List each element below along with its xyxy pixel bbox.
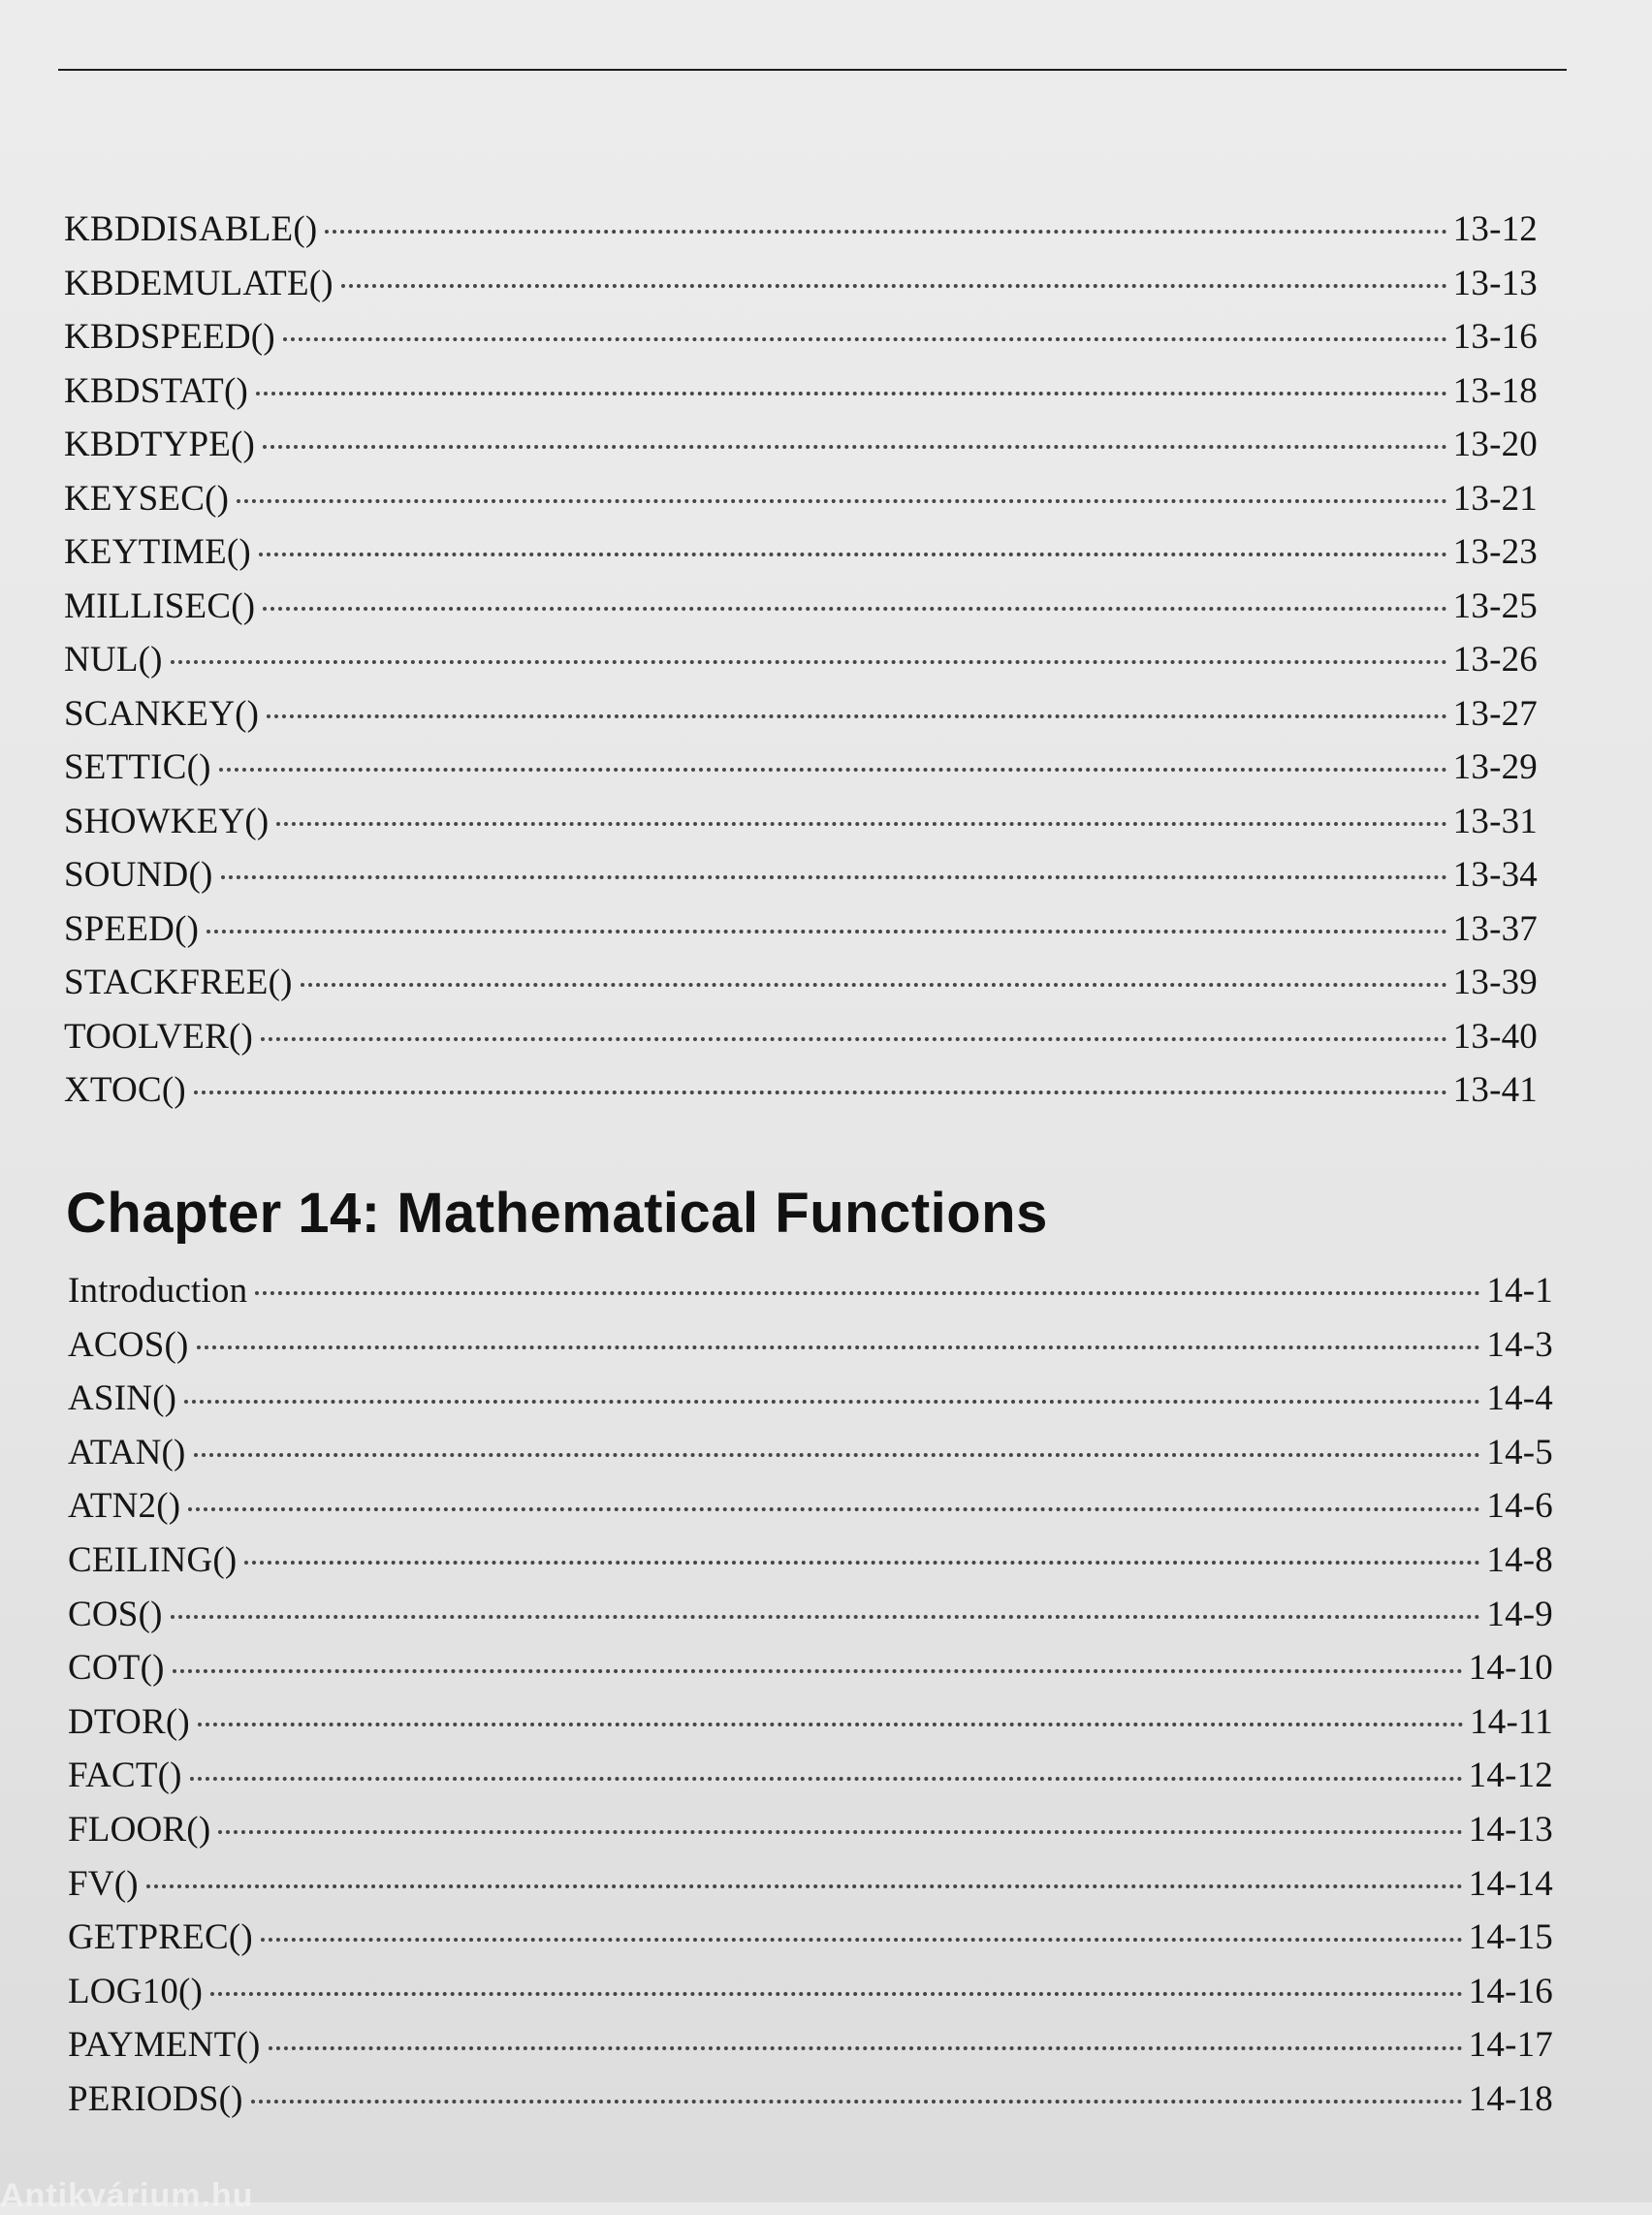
toc-list-chapter-13 xyxy=(64,205,1538,1120)
dot-leader xyxy=(276,797,1446,833)
dot-leader xyxy=(171,635,1447,671)
toc-entry-name: GETPREC() xyxy=(68,1917,253,1958)
toc-entry-page-number: 13-16 xyxy=(1452,317,1538,357)
toc-entry xyxy=(68,1913,1553,1967)
dot-leader xyxy=(255,1266,1480,1302)
toc-entry xyxy=(64,474,1538,528)
toc-entry-name: PAYMENT() xyxy=(68,2025,261,2066)
toc-entry-page-number: 14-15 xyxy=(1468,1917,1553,1958)
toc-entry-page-number: 14-5 xyxy=(1486,1432,1553,1472)
toc-entry-page-number: 14-17 xyxy=(1468,2025,1553,2066)
toc-entry xyxy=(64,635,1538,689)
toc-entry-name: KEYSEC() xyxy=(64,478,230,519)
toc-entry-name: MILLISEC() xyxy=(64,585,256,626)
toc-entry-page-number: 13-37 xyxy=(1452,908,1538,949)
toc-entry-name: FACT() xyxy=(68,1756,182,1796)
toc-entry xyxy=(68,1590,1553,1644)
toc-entry-page-number: 13-13 xyxy=(1452,263,1538,303)
dot-leader xyxy=(341,259,1447,295)
dot-leader xyxy=(194,1065,1447,1101)
chapter-14-heading: Chapter 14: Mathematical Functions xyxy=(66,1182,1048,1245)
toc-entry-page-number: 14-16 xyxy=(1468,1971,1553,2011)
toc-entry-name: COT() xyxy=(68,1648,165,1689)
dot-leader xyxy=(301,958,1447,994)
dot-leader xyxy=(197,1320,1481,1356)
toc-entry xyxy=(64,205,1538,259)
dot-leader xyxy=(206,904,1447,940)
dot-leader xyxy=(244,1535,1480,1571)
toc-entry-page-number: 14-8 xyxy=(1486,1539,1553,1580)
dot-leader xyxy=(263,582,1446,617)
toc-entry xyxy=(68,1428,1553,1482)
toc-entry-name: KBDSTAT() xyxy=(64,370,248,411)
toc-entry-page-number: 13-27 xyxy=(1452,693,1538,734)
watermark-logo: Antikvárium.hu xyxy=(0,2177,254,2214)
toc-entry-name: FV() xyxy=(68,1863,139,1904)
dot-leader xyxy=(210,1967,1463,2003)
dot-leader xyxy=(263,420,1447,456)
dot-leader xyxy=(325,205,1446,240)
toc-entry-page-number: 14-18 xyxy=(1468,2078,1553,2119)
toc-entry-name: ASIN() xyxy=(68,1378,177,1419)
toc-entry-page-number: 13-31 xyxy=(1452,801,1538,841)
dot-leader xyxy=(261,1913,1463,1948)
dot-leader xyxy=(251,2074,1463,2110)
toc-entry-page-number: 13-34 xyxy=(1452,855,1538,895)
toc-entry-page-number: 14-12 xyxy=(1468,1756,1553,1796)
toc-entry-name: SHOWKEY() xyxy=(64,801,270,841)
toc-entry-page-number: 13-41 xyxy=(1452,1070,1538,1110)
toc-entry-name: NUL() xyxy=(64,640,163,680)
toc-entry xyxy=(68,1805,1553,1859)
dot-leader xyxy=(237,474,1447,510)
toc-entry-name: XTOC() xyxy=(64,1070,186,1110)
dot-leader xyxy=(221,850,1447,886)
toc-entry-name: ATAN() xyxy=(68,1432,186,1472)
toc-entry-page-number: 13-20 xyxy=(1452,425,1538,464)
toc-entry-name: ACOS() xyxy=(68,1324,189,1365)
dot-leader xyxy=(269,2020,1463,2056)
dot-leader xyxy=(194,1428,1481,1464)
toc-entry xyxy=(68,1266,1553,1320)
dot-leader xyxy=(198,1697,1464,1733)
toc-entry-page-number: 14-10 xyxy=(1468,1648,1553,1689)
toc-entry-name: DTOR() xyxy=(68,1701,190,1742)
dot-leader xyxy=(146,1859,1463,1895)
toc-entry-name: SPEED() xyxy=(64,908,200,949)
toc-entry-page-number: 14-14 xyxy=(1468,1863,1553,1904)
toc-entry xyxy=(64,420,1538,474)
toc-entry xyxy=(68,1697,1553,1752)
toc-entry-page-number: 14-4 xyxy=(1486,1378,1553,1419)
toc-entry-page-number: 13-26 xyxy=(1452,640,1538,680)
toc-entry-name: ATN2() xyxy=(68,1486,181,1527)
toc-entry xyxy=(64,743,1538,797)
dot-leader xyxy=(218,1805,1462,1841)
toc-entry xyxy=(64,1012,1538,1066)
toc-entry xyxy=(64,259,1538,313)
toc-entry xyxy=(68,1751,1553,1805)
toc-entry-page-number: 13-21 xyxy=(1452,478,1538,519)
toc-entry xyxy=(64,958,1538,1012)
toc-entry-name: PERIODS() xyxy=(68,2078,243,2119)
toc-entry-page-number: 13-29 xyxy=(1452,747,1538,787)
toc-entry xyxy=(68,1320,1553,1375)
toc-entry-name: KBDEMULATE() xyxy=(64,263,334,303)
dot-leader xyxy=(259,527,1447,563)
toc-entry-page-number: 14-3 xyxy=(1486,1324,1553,1365)
toc-entry-page-number: 14-11 xyxy=(1470,1701,1553,1742)
toc-entry xyxy=(68,1643,1553,1697)
toc-entry-name: FLOOR() xyxy=(68,1809,211,1850)
header-rule xyxy=(58,69,1567,71)
toc-entry-page-number: 14-1 xyxy=(1486,1271,1553,1311)
toc-entry xyxy=(64,904,1538,959)
toc-entry xyxy=(64,527,1538,582)
toc-entry xyxy=(68,1859,1553,1914)
toc-entry xyxy=(64,850,1538,904)
toc-entry-page-number: 13-23 xyxy=(1452,532,1538,572)
toc-entry-page-number: 13-25 xyxy=(1452,585,1538,626)
toc-entry xyxy=(68,1967,1553,2021)
dot-leader xyxy=(190,1751,1463,1787)
dot-leader xyxy=(171,1590,1481,1626)
toc-entry-name: KBDTYPE() xyxy=(64,425,256,464)
toc-entry-name: COS() xyxy=(68,1594,163,1634)
dot-leader xyxy=(173,1643,1463,1679)
toc-entry xyxy=(64,1065,1538,1120)
dot-leader xyxy=(256,366,1447,402)
dot-leader xyxy=(219,743,1447,778)
dot-leader xyxy=(261,1012,1447,1048)
toc-entry xyxy=(64,797,1538,851)
dot-leader xyxy=(188,1481,1480,1517)
dot-leader xyxy=(283,312,1447,348)
toc-entry xyxy=(64,312,1538,366)
toc-entry-name: KBDSPEED() xyxy=(64,317,275,357)
toc-entry xyxy=(68,1535,1553,1590)
toc-entry-page-number: 13-18 xyxy=(1452,370,1538,411)
toc-entry-name: SOUND() xyxy=(64,855,213,895)
toc-entry xyxy=(68,1481,1553,1535)
dot-leader xyxy=(267,689,1446,725)
toc-entry-page-number: 13-40 xyxy=(1452,1016,1538,1057)
toc-entry xyxy=(64,366,1538,421)
toc-entry-page-number: 14-9 xyxy=(1486,1594,1553,1634)
toc-entry-name: KEYTIME() xyxy=(64,532,251,572)
toc-entry-page-number: 14-13 xyxy=(1468,1809,1553,1850)
toc-entry xyxy=(64,582,1538,636)
toc-entry-name: SCANKEY() xyxy=(64,693,260,734)
toc-entry-name: TOOLVER() xyxy=(64,1016,254,1057)
toc-entry xyxy=(68,2020,1553,2074)
toc-entry-name: Introduction xyxy=(68,1271,248,1311)
toc-entry-page-number: 14-6 xyxy=(1486,1486,1553,1527)
toc-entry xyxy=(68,1374,1553,1428)
toc-entry-name: LOG10() xyxy=(68,1971,204,2011)
toc-entry-name: STACKFREE() xyxy=(64,963,293,1002)
toc-entry-page-number: 13-12 xyxy=(1452,209,1538,249)
toc-entry xyxy=(64,689,1538,744)
toc-list-chapter-14 xyxy=(68,1266,1553,2129)
toc-entry-name: CEILING() xyxy=(68,1539,238,1580)
toc-entry-name: KBDDISABLE() xyxy=(64,209,318,249)
dot-leader xyxy=(184,1374,1480,1409)
toc-entry-page-number: 13-39 xyxy=(1452,963,1538,1002)
toc-entry xyxy=(68,2074,1553,2129)
toc-entry-name: SETTIC() xyxy=(64,747,211,787)
